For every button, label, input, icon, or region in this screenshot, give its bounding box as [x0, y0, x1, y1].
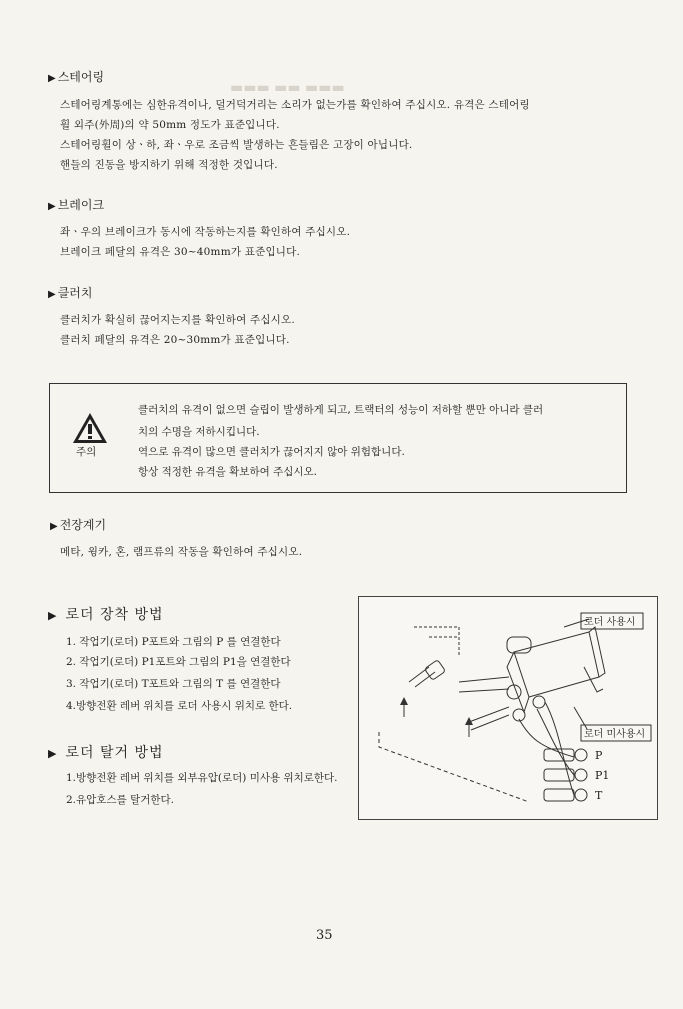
caution-line-2: 치의 수명을 저하시킵니다. [138, 426, 260, 438]
steering-line-1: 스테어링계통에는 심한유격이나, 덜거덕거리는 소리가 없는가를 확인하여 주십시오. 유격은 스테어링 [60, 99, 530, 111]
instruments-heading: ▶ 전장계기 [50, 518, 107, 532]
port-label-p: P [595, 749, 603, 762]
steering-line-3: 스테어링휠이 상ㆍ하, 좌ㆍ우로 조금씩 발생하는 흔들림은 고장이 아닙니다. [60, 139, 413, 151]
remove-step-2: 2.유압호스를 탈거한다. [66, 794, 174, 806]
mount-step-4: 4.방향전환 레버 위치를 로더 사용시 위치로 한다. [66, 700, 293, 712]
bleed-through-text: ▬▬▬ ▬▬ ▬▬▬ [230, 80, 345, 96]
instruments-line-1: 메타, 윙카, 혼, 램프류의 작동을 확인하여 주십시오. [60, 546, 303, 558]
label-loader-use: 로더 사용시 [584, 617, 636, 628]
hydraulic-valve-figure [358, 596, 658, 820]
steering-line-4: 핸들의 진동을 방지하기 위해 적정한 것입니다. [60, 159, 278, 171]
label-loader-nouse: 로더 미사용시 [584, 729, 646, 740]
clutch-line-1: 클러치가 확실히 끊어지는지를 확인하여 주십시오. [60, 314, 295, 326]
remove-step-1: 1.방향전환 레버 위치를 외부유압(로더) 미사용 위치로한다. [66, 772, 338, 784]
loader-remove-heading: ▶ 로더 탈거 방법 [48, 745, 164, 761]
caution-line-4: 항상 적정한 유격을 확보하여 주십시오. [138, 466, 317, 478]
brake-line-1: 좌ㆍ우의 브레이크가 동시에 작동하는지를 확인하여 주십시오. [60, 226, 351, 238]
mount-step-2: 2. 작업기(로더) P1포트와 그림의 P1을 연결한다 [66, 656, 291, 668]
triangle-bullet-icon: ▶ [48, 747, 58, 760]
triangle-bullet-icon: ▶ [48, 609, 58, 622]
page-number: 35 [316, 928, 333, 943]
triangle-bullet-icon: ▶ [48, 289, 56, 300]
loader-mount-heading: ▶ 로더 장착 방법 [48, 607, 164, 623]
clutch-heading: ▶ 클러치 [48, 286, 93, 300]
warning-triangle-icon [72, 412, 108, 444]
caution-box [49, 383, 627, 493]
triangle-bullet-icon: ▶ [48, 201, 56, 212]
steering-heading: ▶ 스테어링 [48, 70, 105, 84]
mount-step-3: 3. 작업기(로더) T포트와 그림의 T 를 연결한다 [66, 678, 281, 690]
brake-line-2: 브레이크 페달의 유격은 30~40mm가 표준입니다. [60, 246, 301, 258]
caution-line-1: 클러치의 유격이 없으면 슬립이 발생하게 되고, 트랙터의 성능이 저하할 뿐만 아니라 클러 [138, 404, 544, 416]
triangle-bullet-icon: ▶ [48, 73, 56, 84]
valve-illustration [359, 597, 657, 819]
triangle-bullet-icon: ▶ [50, 521, 58, 532]
caution-line-3: 역으로 유격이 많으면 클러치가 끊어지지 않아 위험합니다. [138, 446, 405, 458]
mount-step-1: 1. 작업기(로더) P포트와 그림의 P 를 연결한다 [66, 636, 281, 648]
clutch-line-2: 클러치 페달의 유격은 20~30mm가 표준입니다. [60, 334, 290, 346]
port-label-p1: P1 [595, 769, 610, 782]
steering-line-2: 휠 외주(外周)의 약 50mm 정도가 표준입니다. [60, 119, 280, 131]
caution-label: 주의 [76, 446, 97, 458]
port-label-t: T [595, 789, 603, 802]
brake-heading: ▶ 브레이크 [48, 198, 105, 212]
